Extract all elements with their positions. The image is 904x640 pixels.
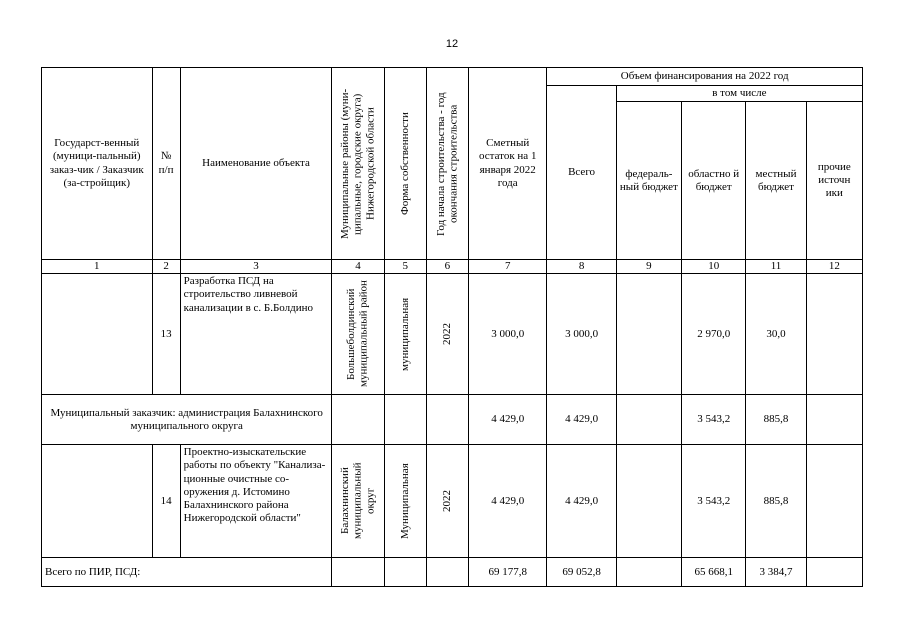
- row-years-cell: [426, 445, 468, 558]
- group-total: 4 429,0: [547, 395, 616, 445]
- column-number: 4: [332, 260, 384, 274]
- column-number: 2: [152, 260, 180, 274]
- group-regional: 3 543,2: [682, 395, 746, 445]
- page-number: 12: [445, 38, 459, 50]
- financing-table: [41, 67, 863, 587]
- totals-label: Всего по ПИР, ПСД:: [42, 558, 332, 587]
- row-ownership: муниципальная: [398, 297, 411, 371]
- row-district: Большеболдинский муниципальный район: [345, 280, 370, 388]
- row-number: 13: [152, 274, 180, 395]
- row-estimate: 4 429,0: [469, 445, 547, 558]
- row-local: 30,0: [746, 274, 806, 395]
- row-estimate: 3 000,0: [469, 274, 547, 395]
- column-number: 12: [806, 260, 862, 274]
- column-numbers-row: [42, 260, 863, 274]
- group-empty: [806, 395, 862, 445]
- header-years: Год начала строительства - год окончания строительства: [434, 91, 460, 236]
- group-empty: [616, 395, 681, 445]
- totals-empty: [426, 558, 468, 587]
- totals-empty: [384, 558, 426, 587]
- group-local: 885,8: [746, 395, 806, 445]
- header-funding: Объем финансирования на 2022 год: [547, 68, 863, 86]
- column-number: 11: [746, 260, 806, 274]
- row-ownership-cell: [384, 274, 426, 395]
- row-total: 3 000,0: [547, 274, 616, 395]
- group-empty: [426, 395, 468, 445]
- header-ownership-cell: [384, 68, 426, 260]
- header-regional: областно й бюджет: [682, 102, 746, 260]
- row-district-cell: [332, 445, 384, 558]
- row-federal: [616, 445, 681, 558]
- row-other: [806, 274, 862, 395]
- totals-empty: [332, 558, 384, 587]
- row-object: Проектно-изыскательские работы по объекту "Канализа-ционные очистные со-оружения д. Истомино Балахнинского района Нижегородской области": [180, 445, 332, 558]
- group-label: Муниципальный заказчик: администрация Балахнинского муниципального округа: [42, 395, 332, 445]
- table-row: [42, 445, 863, 558]
- row-total: 4 429,0: [547, 445, 616, 558]
- row-years-cell: [426, 274, 468, 395]
- group-estimate: 4 429,0: [469, 395, 547, 445]
- row-customer: [42, 445, 153, 558]
- row-district: Балахнинский муниципальный округ: [339, 462, 377, 540]
- totals-local: 3 384,7: [746, 558, 806, 587]
- row-years: 2022: [441, 323, 454, 346]
- header-local: местный бюджет: [746, 102, 806, 260]
- column-number: 9: [616, 260, 681, 274]
- row-other: [806, 445, 862, 558]
- column-number: 8: [547, 260, 616, 274]
- column-number: 3: [180, 260, 332, 274]
- header-object: Наименование объекта: [180, 68, 332, 260]
- column-number: 5: [384, 260, 426, 274]
- row-number: 14: [152, 445, 180, 558]
- row-regional: 2 970,0: [682, 274, 746, 395]
- group-empty: [384, 395, 426, 445]
- row-local: 885,8: [746, 445, 806, 558]
- totals-estimate: 69 177,8: [469, 558, 547, 587]
- totals-row: [42, 558, 863, 587]
- header-estimate: Сметный остаток на 1 января 2022 года: [469, 68, 547, 260]
- row-ownership: Муниципальная: [398, 463, 411, 540]
- header-total: Всего: [547, 86, 616, 260]
- header-customer: Государст-венный (муници-пальный) заказ-чик / Заказчик (за-стройщик): [42, 68, 153, 260]
- header-district: Муниципальные районы (муни-ципальные, городские округа) Нижегородской области: [339, 88, 377, 239]
- totals-empty: [806, 558, 862, 587]
- row-customer: [42, 274, 153, 395]
- row-district-cell: [332, 274, 384, 395]
- row-object: Разработка ПСД на строительство ливневой канализации в с. Б.Болдино: [180, 274, 332, 395]
- row-ownership-cell: [384, 445, 426, 558]
- column-number: 10: [682, 260, 746, 274]
- totals-total: 69 052,8: [547, 558, 616, 587]
- header-federal: федераль-ный бюджет: [616, 102, 681, 260]
- row-regional: 3 543,2: [682, 445, 746, 558]
- totals-regional: 65 668,1: [682, 558, 746, 587]
- column-number: 6: [426, 260, 468, 274]
- header-years-cell: [426, 68, 468, 260]
- header-including: в том числе: [616, 86, 862, 102]
- header-number: № п/п: [152, 68, 180, 260]
- header-other: прочие источн ики: [806, 102, 862, 260]
- totals-empty: [616, 558, 681, 587]
- header-row-1: [42, 68, 863, 86]
- header-district-cell: [332, 68, 384, 260]
- column-number: 7: [469, 260, 547, 274]
- row-federal: [616, 274, 681, 395]
- row-years: 2022: [441, 490, 454, 513]
- table-row: [42, 274, 863, 395]
- group-row: [42, 395, 863, 445]
- header-ownership: Форма собственности: [398, 112, 411, 216]
- column-number: 1: [42, 260, 153, 274]
- group-empty: [332, 395, 384, 445]
